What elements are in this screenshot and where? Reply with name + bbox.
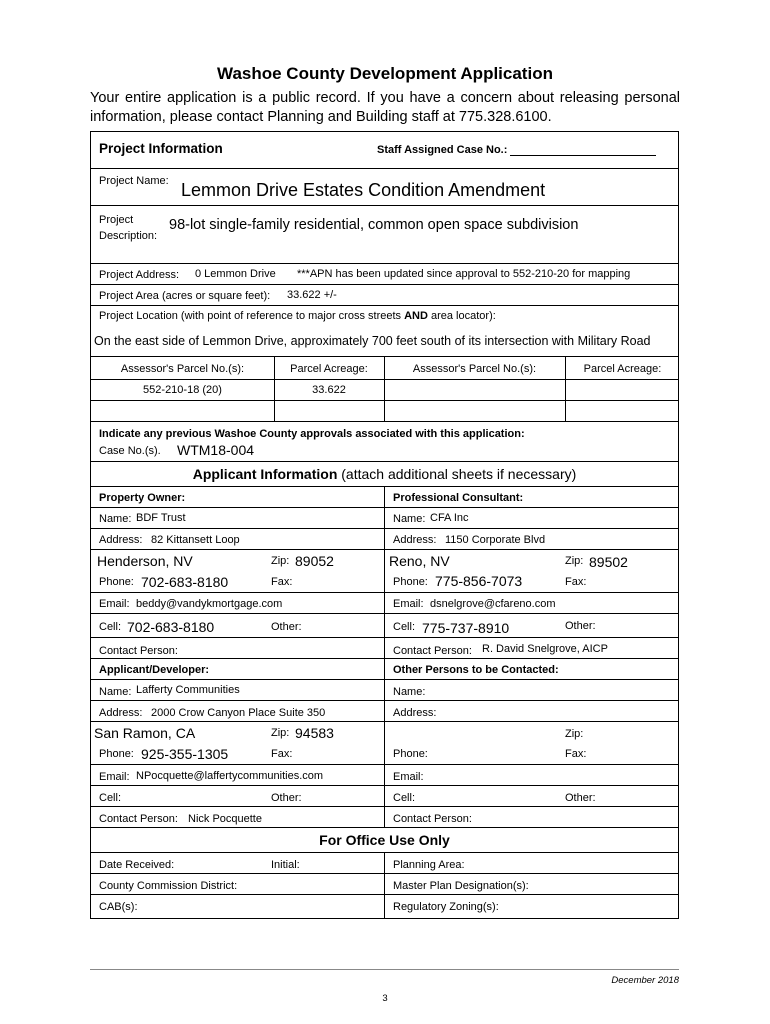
consultant-header: Professional Consultant: <box>393 492 524 504</box>
owner-zip-label: Zip: <box>271 555 290 567</box>
county-district-label: County Commission District: <box>99 880 238 892</box>
parcel-header-row <box>91 356 678 379</box>
owner-cell-row <box>91 613 678 637</box>
owner-email-row <box>91 592 678 613</box>
owner-phone-row <box>91 570 678 592</box>
developer-phone-value[interactable]: 925-355-1305 <box>141 746 229 762</box>
consultant-email-label: Email: <box>393 598 424 610</box>
consultant-address-label: Address: <box>393 534 437 546</box>
developer-contact-row <box>91 806 678 827</box>
developer-address-row <box>91 700 678 721</box>
office-row-1 <box>91 852 678 873</box>
other-name-label: Name: <box>393 686 426 698</box>
owner-address-value[interactable]: 82 Kittansett Loop <box>151 534 240 546</box>
consultant-phone-value[interactable]: 775-856-7073 <box>435 573 523 589</box>
developer-phone-label: Phone: <box>99 748 134 760</box>
owner-address-row <box>91 528 678 549</box>
consultant-other-label: Other: <box>565 620 596 632</box>
parcel-acreage-1[interactable]: 33.622 <box>312 384 346 396</box>
consultant-zip-value[interactable]: 89502 <box>589 554 628 570</box>
owner-other-label: Other: <box>271 621 302 633</box>
consultant-cell-value[interactable]: 775-737-8910 <box>422 620 510 636</box>
consultant-phone-label: Phone: <box>393 576 428 588</box>
project-description-row <box>91 205 678 263</box>
consultant-contact-value[interactable]: R. David Snelgrove, AICP <box>482 643 608 655</box>
owner-header-row <box>91 486 678 507</box>
developer-city-value[interactable]: San Ramon, CA <box>94 725 196 741</box>
office-section-title: For Office Use Only <box>319 832 450 848</box>
developer-phone-row <box>91 742 678 764</box>
parcel-header-1: Assessor's Parcel No.(s): <box>120 363 245 375</box>
developer-email-value[interactable]: NPocquette@laffertycommunities.com <box>136 770 324 782</box>
developer-header: Applicant/Developer: <box>99 664 210 676</box>
developer-cell-row <box>91 785 678 806</box>
developer-zip-value[interactable]: 94583 <box>295 725 334 741</box>
developer-name-row <box>91 679 678 700</box>
project-location-value[interactable]: On the east side of Lemmon Drive, approximately 700 feet south of its intersection with Military Road <box>94 334 651 348</box>
owner-contact-label: Contact Person: <box>99 645 178 657</box>
developer-address-label: Address: <box>99 707 143 719</box>
footer-date: December 2018 <box>611 975 679 986</box>
other-fax-label: Fax: <box>565 748 587 760</box>
project-desc-value[interactable]: 98-lot single-family residential, common open space subdivision <box>169 217 579 233</box>
consultant-contact-label: Contact Person: <box>393 645 472 657</box>
acreage-header-1: Parcel Acreage: <box>290 363 368 375</box>
owner-phone-label: Phone: <box>99 576 134 588</box>
project-location-row <box>91 305 678 356</box>
developer-other-label: Other: <box>271 792 302 804</box>
parcel-header-2: Assessor's Parcel No.(s): <box>412 363 537 375</box>
project-area-value[interactable]: 33.622 +/- <box>287 289 337 301</box>
planning-area-label: Planning Area: <box>393 859 465 871</box>
other-cell-label: Cell: <box>393 792 416 804</box>
zoning-label: Regulatory Zoning(s): <box>393 901 499 913</box>
owner-zip-value[interactable]: 89052 <box>295 553 334 569</box>
owner-header: Property Owner: <box>99 492 186 504</box>
owner-fax-label: Fax: <box>271 576 293 588</box>
developer-name-label: Name: <box>99 686 132 698</box>
consultant-zip-label: Zip: <box>565 555 584 567</box>
initial-label: Initial: <box>271 859 300 871</box>
owner-city-row <box>91 549 678 570</box>
applicant-section-title: Applicant Information (attach additional sheets if necessary) <box>192 466 577 482</box>
parcel-row-1 <box>91 379 678 400</box>
consultant-name-label: Name: <box>393 513 426 525</box>
project-address-note: ***APN has been updated since approval to 552-210-20 for mapping <box>297 268 631 280</box>
office-row-2 <box>91 873 678 894</box>
staff-case-label: Staff Assigned Case No.: <box>377 144 656 156</box>
page-title: Washoe County Development Application <box>217 64 553 83</box>
project-address-label: Project Address: <box>99 269 180 281</box>
owner-name-label: Name: <box>99 513 132 525</box>
office-row-3 <box>91 894 678 918</box>
project-name-label: Project Name: <box>99 175 169 187</box>
project-section-title: Project Information <box>99 141 223 156</box>
developer-contact-value[interactable]: Nick Pocquette <box>188 813 262 825</box>
owner-phone-value[interactable]: 702-683-8180 <box>141 574 229 590</box>
consultant-city-value[interactable]: Reno, NV <box>389 553 450 569</box>
other-persons-header: Other Persons to be Contacted: <box>393 664 559 676</box>
project-address-value[interactable]: 0 Lemmon Drive <box>195 268 276 280</box>
office-header-row <box>91 827 678 852</box>
case-no-label: Case No.(s). <box>99 445 161 457</box>
other-email-label: Email: <box>393 771 424 783</box>
consultant-email-value[interactable]: dsnelgrove@cfareno.com <box>430 598 556 610</box>
developer-name-value[interactable]: Lafferty Communities <box>136 684 240 696</box>
developer-zip-label: Zip: <box>271 727 290 739</box>
project-area-label: Project Area (acres or square feet): <box>99 290 271 302</box>
owner-cell-label: Cell: <box>99 621 122 633</box>
project-name-row <box>91 168 678 205</box>
owner-city-value[interactable]: Henderson, NV <box>97 553 193 569</box>
consultant-cell-label: Cell: <box>393 621 416 633</box>
developer-city-row <box>91 721 678 742</box>
developer-header-row <box>91 658 678 679</box>
project-address-row <box>91 263 678 284</box>
consultant-address-value[interactable]: 1150 Corporate Blvd <box>445 534 546 546</box>
developer-address-value[interactable]: 2000 Crow Canyon Place Suite 350 <box>151 707 326 719</box>
developer-email-row <box>91 764 678 785</box>
developer-fax-label: Fax: <box>271 748 293 760</box>
case-no-value[interactable]: WTM18-004 <box>177 442 255 458</box>
owner-email-value[interactable]: beddy@vandykmortgage.com <box>136 598 283 610</box>
other-contact-label: Contact Person: <box>393 813 472 825</box>
previous-approvals-label: Indicate any previous Washoe County approvals associated with this application: <box>99 428 525 440</box>
developer-contact-label: Contact Person: <box>99 813 178 825</box>
other-other-label: Other: <box>565 792 596 804</box>
project-header-row <box>91 132 678 168</box>
owner-name-row <box>91 507 678 528</box>
acreage-header-2: Parcel Acreage: <box>583 363 662 375</box>
project-name-value[interactable]: Lemmon Drive Estates Condition Amendment <box>181 180 546 200</box>
owner-cell-value[interactable]: 702-683-8180 <box>127 619 215 635</box>
developer-email-label: Email: <box>99 771 130 783</box>
owner-contact-row <box>91 637 678 658</box>
date-received-label: Date Received: <box>99 859 175 871</box>
page-number: 3 <box>382 993 388 1004</box>
other-phone-label: Phone: <box>393 748 428 760</box>
owner-email-label: Email: <box>99 598 130 610</box>
cab-label: CAB(s): <box>99 901 138 913</box>
footer-divider <box>90 969 679 970</box>
project-desc-label-2: Description: <box>99 230 158 242</box>
project-area-row <box>91 284 678 305</box>
owner-address-label: Address: <box>99 534 143 546</box>
owner-name-value[interactable]: BDF Trust <box>136 512 186 524</box>
developer-cell-label: Cell: <box>99 792 122 804</box>
project-desc-label-1: Project <box>99 214 134 226</box>
intro-text: Your entire application is a public record. If you have a concern about releasing personal information, please contact Planning and Building staff at 775.328.6100. <box>90 90 680 125</box>
previous-approvals-row <box>91 421 678 461</box>
parcel-number-1[interactable]: 552-210-18 (20) <box>143 384 222 396</box>
parcel-row-2 <box>91 400 678 421</box>
applicant-header-row <box>91 461 678 486</box>
other-address-label: Address: <box>393 707 437 719</box>
master-plan-label: Master Plan Designation(s): <box>393 880 529 892</box>
other-zip-label: Zip: <box>565 728 584 740</box>
consultant-name-value[interactable]: CFA Inc <box>430 512 469 524</box>
project-location-label: Project Location (with point of reference to major cross streets AND area locator): <box>99 310 496 322</box>
staff-case-field[interactable] <box>510 144 656 156</box>
consultant-fax-label: Fax: <box>565 576 587 588</box>
application-form <box>90 131 679 919</box>
